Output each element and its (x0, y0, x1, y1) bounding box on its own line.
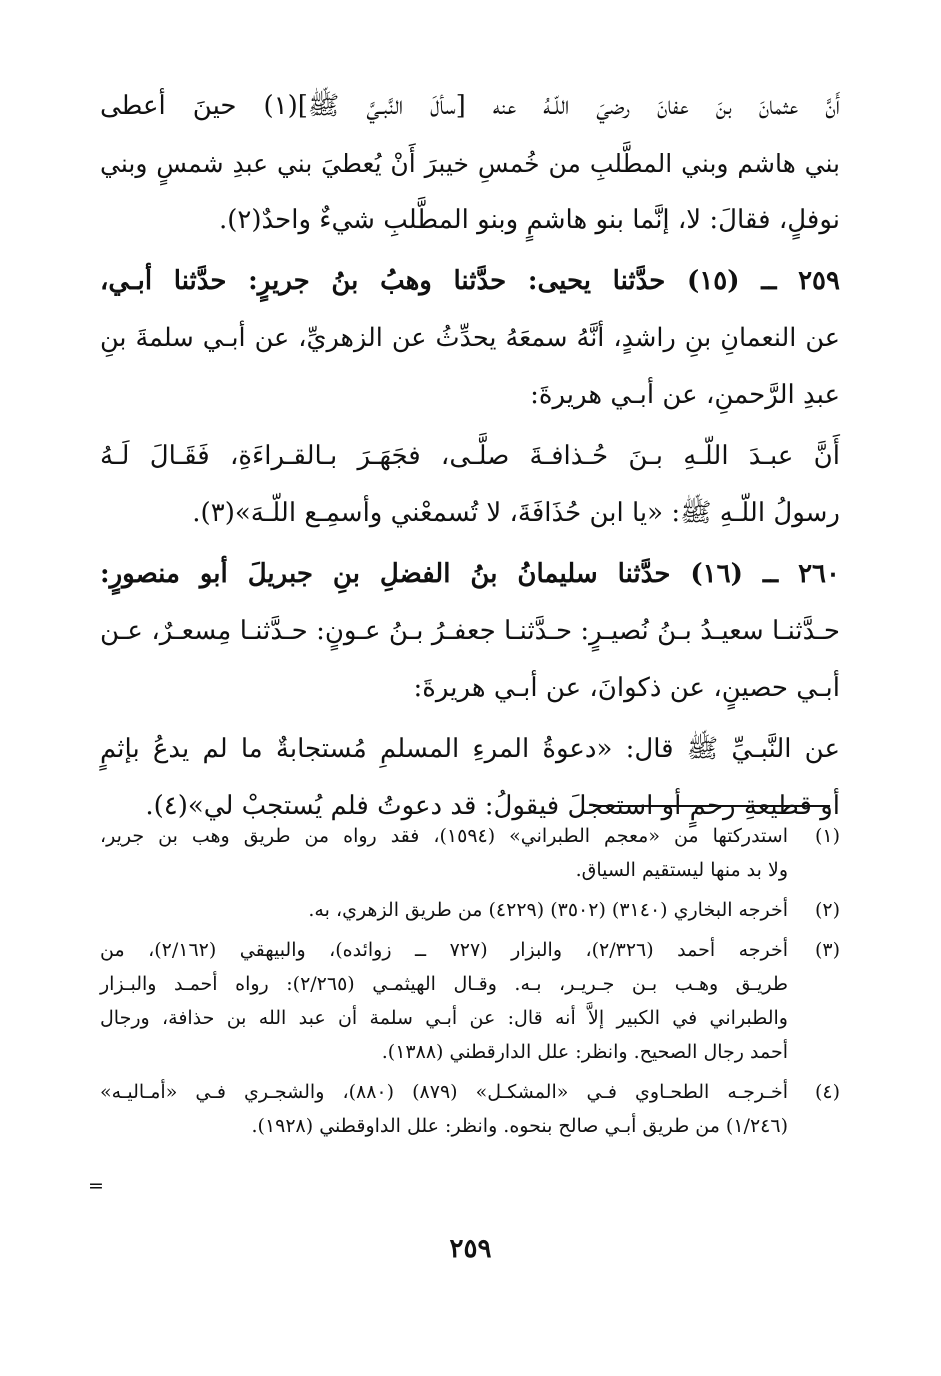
continuation-mark: = (88, 1175, 104, 1197)
footnote-number: (٤) (814, 1081, 840, 1103)
footnote-number: (١) (814, 825, 840, 847)
text-line: أَنَّ عبـدَ اللّـهِ بـنَ حُـذافـةَ صلَّـى، فجَهَـرَ بـالقـراءَةِ، فَقَـالَ لَـهُ (100, 441, 840, 471)
main-text (100, 78, 840, 835)
text-line: أبـي حصينٍ، عن ذكوانَ، عن أبـي هريرةَ: (413, 673, 840, 703)
text-line: عبدِ الرَّحمنِ، عن أبـي هريرةَ: (530, 380, 840, 410)
footnotes (100, 819, 840, 1149)
footnote-line: طريـق وهـب بـن جـريـر، بـه. وقـال الهيثمـي (٢/٢٦٥): رواه أحمـد والبـزار (100, 973, 788, 995)
footnote-line: (١/٢٤٦) من طريق أبـي صالح بنحوه. وانظر: علل الداوقطني (١٩٢٨). (251, 1115, 788, 1137)
footnote-number: (٣) (814, 939, 840, 961)
text-line: حـدَّثنـا سعيـدُ بـنُ نُصيـرٍ: حـدَّثنـا جعفـرُ بـنُ عـونٍ: حـدَّثنـا مِسعـرٌ، عـن (100, 616, 840, 646)
footnote-line: أخرجه أحمد (٢/٣٢٦)، والبزار (٧٢٧ ــ زوائده)، والبيهقي (٢/١٦٢)، من (100, 939, 789, 961)
footnote-2 (100, 893, 840, 927)
page-number: ٢٥٩ (449, 1234, 492, 1264)
footnote-line: والطبراني في الكبير إلاَّ أنه قال: عن أبـي سلمة أن عبد الله بن حذافة، ورجال (100, 1007, 788, 1029)
footnote-separator (593, 805, 830, 807)
text-line: أَنَّ عثمانَ بنَ عفانَ رضيَ اللّـهُ عنه [سألَ النَّبـيَّ ﷺ](١) حينَ أعطى (100, 91, 840, 121)
text-line: عن النَّبـيِّ ﷺ قال: «دعوةُ المرءِ المسلمِ مُستجابةٌ ما لم يدعُ بإثمٍ (100, 734, 840, 764)
footnote-line: أحمد رجال الصحيح. وانظر: علل الدارقطني (١٣٨٨). (381, 1041, 788, 1063)
footnote-line: أخرجه البخاري (٣١٤٠) (٣٥٠٢) (٤٢٢٩) من طريق الزهري، به. (308, 899, 788, 921)
hadith-heading-260: ٢٦٠ ــ (١٦) حدَّثنا سليمانُ بنُ الفضلِ بنِ جبريلَ أبو منصورٍ: (100, 559, 840, 589)
footnote-number: (٢) (814, 899, 840, 921)
footnote-line: أخـرجـه الطحـاوي فـي «المشكـل» (٨٧٩) (٨٨٠)، والشجـري فـي «أمـاليـه» (100, 1081, 788, 1103)
text-line: بني هاشم وبني المطَّلبِ من خُمسِ خيبرَ أَنْ يُعطيَ بني عبدِ شمسٍ وبني (100, 149, 840, 178)
text-line: عن النعمانِ بنِ راشدٍ، أنَّهُ سمعَهُ يحدِّثُ عن الزهريِّ، عن أبـي سلمةَ بنِ (100, 323, 840, 353)
hadith-heading-259: ٢٥٩ ــ (١٥) حدَّثنا يحيى: حدَّثنا وهبُ بنُ جريرٍ: حدَّثنا أبـي، (100, 266, 840, 296)
footnote-1 (100, 819, 840, 887)
footnote-4 (100, 1075, 840, 1143)
footnote-line: ولا بد منها ليستقيم السياق. (575, 859, 788, 881)
footnote-line: استدركتها من «معجم الطبراني» (١٥٩٤)، فقد رواه من طريق وهب بن جرير، (100, 825, 788, 847)
footnote-3 (100, 933, 840, 1069)
text-line: نوفلٍ، فقالَ: لا، إنَّما بنو هاشمٍ وبنو المطَّلبِ شيءٌ واحدٌ(٢). (218, 205, 840, 235)
text-line: رسولُ اللّـهِ ﷺ: «يا ابن حُذَافَةَ، لا تُسمعْني وأسمِـع اللّـهَ»(٣). (192, 498, 840, 528)
text-line: أو قطيعةِ رحمٍ أو استعجلَ فيقولُ: قد دعوتُ فلم يُستجبْ لي»(٤). (145, 791, 840, 821)
